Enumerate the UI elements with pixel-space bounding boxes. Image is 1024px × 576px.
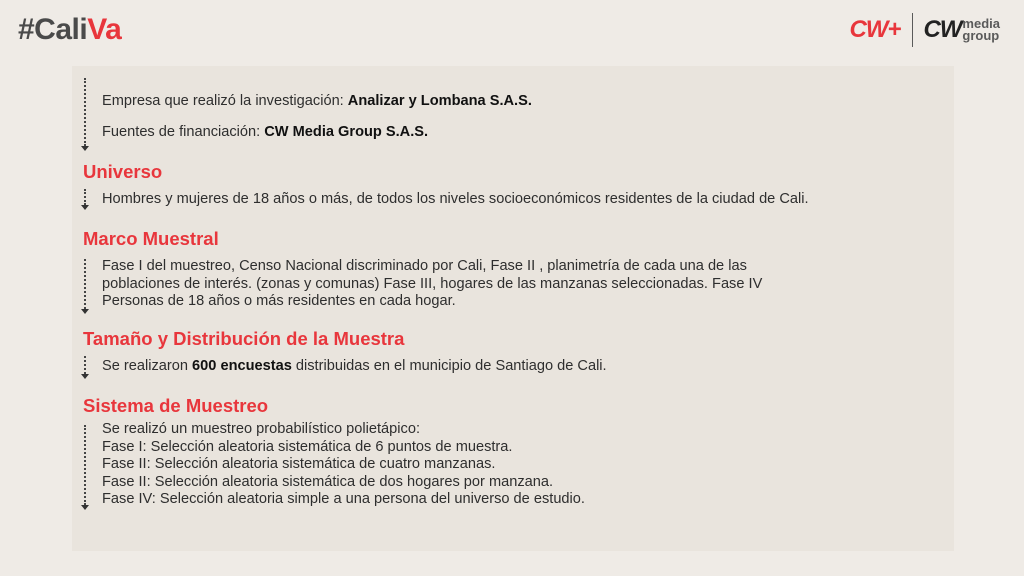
marco-heading: Marco Muestral (83, 228, 219, 249)
marco-dotted-arrow (84, 259, 86, 309)
logo-divider (912, 13, 913, 47)
marco-text (102, 258, 942, 311)
sistema-dotted-arrow (84, 425, 86, 505)
logo-media-word: media (962, 16, 1000, 31)
survey-count: 600 encuestas (192, 358, 292, 374)
marco-line-1: Fase I del muestreo, Censo Nacional discriminado por Cali, Fase II , planimetría de cada una de las (102, 258, 747, 274)
brand-highlight: Va (87, 13, 122, 46)
universo-dotted-arrow (84, 189, 86, 205)
sistema-line-4: Fase II: Selección aleatoria sistemática de dos hogares por manzana. (102, 473, 554, 490)
sistema-line-1: Se realizó un muestreo probabilístico polietápico: (102, 421, 420, 437)
cw-plus-logo: CW+ (849, 16, 901, 43)
universo-text: Hombres y mujeres de 18 años o más, de todos los niveles socioeconómicos residentes de la ciudad de Cali. (102, 191, 809, 207)
marco-line-3: Personas de 18 años o más residentes en cada hogar. (102, 293, 456, 309)
logos (849, 10, 1000, 50)
universo-heading: Universo (83, 161, 163, 182)
logo-group-word: group (962, 28, 1000, 43)
funding-source: CW Media Group S.A.S. (264, 124, 429, 140)
cw-media-group-logo: CW (923, 16, 962, 43)
sistema-text (102, 421, 942, 509)
intro-line-company: Empresa que realizó la investigación: Analizar y Lombana S.A.S. (102, 93, 532, 109)
tamano-dotted-arrow (84, 356, 86, 374)
intro-dotted-arrow (84, 78, 86, 146)
brand-prefix: #Cali (18, 13, 88, 46)
sistema-heading: Sistema de Muestreo (83, 395, 269, 416)
logo-media-group-text (962, 18, 1000, 42)
tamano-text: Se realizaron 600 encuestas distribuidas en el municipio de Santiago de Cali. (102, 358, 607, 374)
marco-line-2: poblaciones de interés. (zonas y comunas) Fase III, hogares de las manzanas seleccionadas. Fase IV (102, 275, 763, 292)
sistema-line-5: Fase IV: Selección aleatoria simple a una persona del universo de estudio. (102, 491, 585, 507)
tamano-heading: Tamaño y Distribución de la Muestra (83, 328, 405, 349)
sistema-line-3: Fase II: Selección aleatoria sistemática de cuatro manzanas. (102, 456, 496, 472)
sistema-line-2: Fase I: Selección aleatoria sistemática de 6 puntos de muestra. (102, 438, 513, 455)
intro-line-funding: Fuentes de financiación: CW Media Group S.A.S. (102, 124, 429, 140)
content-panel (72, 66, 954, 551)
company-name: Analizar y Lombana S.A.S. (347, 93, 532, 109)
brand-title (18, 13, 121, 47)
